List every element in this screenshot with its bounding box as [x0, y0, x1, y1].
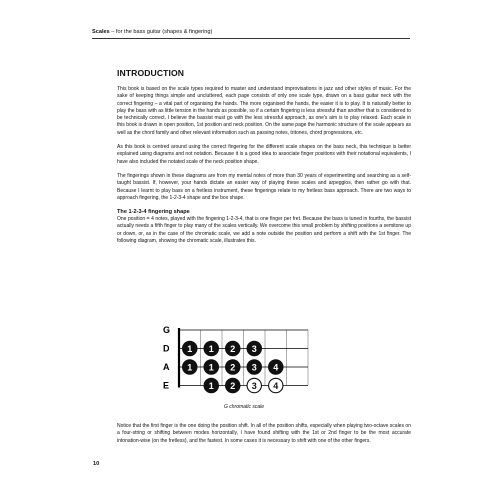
string-label: D: [163, 343, 170, 354]
string-label: A: [163, 362, 170, 373]
fretboard-diagram: [157, 322, 317, 414]
intro-paragraph-1: This book is based on the scale types required to master and understand improvisations in jazz and other styles of music. For the sake of keeping things simple and uncluttered, each page consists of only one scale type, drawn on a bass guitar neck with the correct fingering – a vital part of organising the hands. The more organised the hands, the easier it is to play. It is naturally better to play the bass with as little tension in the hands as possible, so if a certain fingering is less stressful than another that is considered to be technically correct. I believe the bassist must go with the less stressful approach, as one's aim is to play relaxed. Each scale in this book is drawn in open position, 1st position and neck position. On the same page the harmonic structure of the scale appears as well as the chord family and other relevant information such as passing notes, tritones, chord progressions, etc.: [117, 86, 411, 136]
diagram-caption: G chromatic scale: [224, 404, 265, 410]
running-head: [92, 29, 410, 39]
fretboard-svg: [157, 322, 317, 414]
finger-number: 1: [208, 362, 214, 373]
book-title: Scales: [92, 29, 110, 35]
finger-number: 3: [251, 380, 257, 391]
subsection-paragraph: One position = 4 notes, played with the fingering 1-2-3-4, that is one finger per fret. Because the bass is tuned in fourths, the bassist actually needs a fifth finger to play many of the scales vertically. We overcome this small problem by shifting positions a semitone up or down, or, as in the case of the chromatic scale, we add a note outside the position and perform a shift with the 1st finger. The following diagram, showing the chromatic scale, illustrates this.: [117, 216, 411, 245]
finger-number: 1: [208, 380, 214, 391]
finger-number: 2: [230, 362, 236, 373]
intro-paragraph-2: As this book is centred around using the correct fingering for the different scale shapes on the bass neck, this technique is better explained using diagrams and not notation. Because it is a good idea to associate finger positions with their notational equivalents, I have also included the notated scale of the neck position shape.: [117, 144, 411, 165]
finger-number: 1: [187, 343, 193, 354]
finger-number: 3: [251, 362, 257, 373]
finger-number: 4: [273, 362, 279, 373]
main-content: [117, 68, 411, 245]
finger-number: 2: [230, 380, 236, 391]
finger-number: 1: [187, 362, 193, 373]
closing-content: [117, 423, 411, 445]
book-subtitle: – for the bass guitar (shapes & fingering): [109, 29, 213, 35]
finger-number: 1: [208, 343, 214, 354]
closing-paragraph: Notice that the first finger is the one doing the position shift. In all of the position shifts, especially when playing two-octave scales on a four-string or shifting between modes horizontally, I have found shifting with the 1st or 2nd finger to be the most accurate intonation-wise (on the fretless), and the fastest. In some cases it is necessary to shift with one of the other fingers.: [117, 423, 411, 444]
subsection-title: The 1-2-3-4 fingering shape: [117, 209, 190, 216]
finger-number: 2: [230, 343, 236, 354]
page-number: 10: [93, 461, 100, 467]
finger-number: 3: [251, 343, 257, 354]
finger-number: 4: [273, 380, 279, 391]
section-title: INTRODUCTION: [117, 68, 185, 78]
string-label: E: [163, 380, 170, 391]
string-label: G: [163, 325, 171, 336]
intro-paragraph-3: The fingerings shown in these diagrams are from my mental notes of more than 30 years of experimenting and searching as a self-taught bassist. If, however, your hands dictate an easier way of playing these scales and arpeggios, then rather go with that. Because I learnt to play bass on a fretless instrument, these fingerings relate to my fretless bass approach. There are two ways to approach fingering, the 1-2-3-4 shape and the box shape.: [117, 172, 411, 201]
